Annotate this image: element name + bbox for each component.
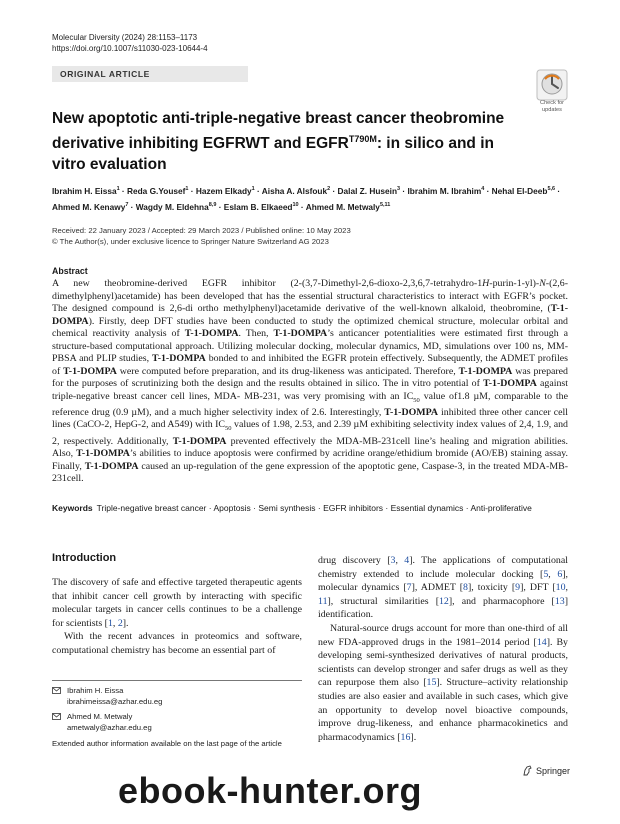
citation-link[interactable]: 12 [438, 595, 449, 607]
citation-link[interactable]: 11 [318, 595, 328, 607]
citation-link[interactable]: 1 [107, 617, 113, 629]
author-name[interactable]: Nehal El-Deeb$^{5,6}$ [491, 185, 556, 196]
contact-name: Ibrahim H. Eissa [67, 686, 124, 695]
author-separator: · [254, 185, 262, 196]
keywords [52, 502, 568, 515]
date-history: Received: 22 January 2023 / Accepted: 29 March 2023 / Published online: 10 May 2023 [52, 226, 351, 235]
abstract-heading: Abstract [52, 266, 88, 276]
author-separator: · [400, 185, 408, 196]
article-title: New apoptotic anti-triple-negative breast cancer theobromine derivative inhibiting EGFRWT and $EGFR^{T790M}$: in silico and in vitro evaluation [52, 110, 505, 174]
author-affiliation: 1 [251, 186, 255, 192]
citation-link[interactable]: 13 [554, 595, 565, 607]
citation-link[interactable]: 16 [400, 731, 411, 743]
author-name[interactable]: Aisha A. Alsfouk$^2$ [261, 185, 331, 196]
contact-email[interactable]: ibrahimeissa@azhar.edu.eg [67, 696, 163, 706]
citation-link[interactable]: 8 [463, 582, 468, 594]
abstract-body: A new theobromine-derived EGFR inhibitor (2-(3,7-Dimethyl-2,6-dioxo-2,3,6,7-tetrahydro-1H-purin-1-yl)-N-(2,6-dimethylphenyl)acetamide) has been developed that has the essential structural characteristics to interact with EGFR’s pocket. The designed compound is 2,6-di ortho methylphenyl)acetamide derivative of the well-known alkaloid, theobromine, (T-1-DOMPA). Firstly, deep DFT studies have been conducted to study the optimized chemical structure, molecular orbital and chemical reactivity analysis of T-1-DOMPA. Then, T-1-DOMPA’s anticancer potentialities were estimated first through a structure-based computational approach. Utilizing molecular docking, molecular dynamics, MD, simulations over 100 ns, MM-PBSA and PLIP studies, T-1-DOMPA bonded to and inhibited the EGFR protein effectively. Subsequently, the ADMET profiles of T-1-DOMPA were computed before preparation, and its drug-likeness was anticipated. Therefore, T-1-DOMPA was prepared for the purposes of scrutinizing both the design and the results obtained in silico. The in vitro potential of T-1-DOMPA against triple-negative breast cancer cell lines, MDA- MB-231, was very promising with an $IC_{50}$ value of1.8 µM, comparable to the reference drug (0.9 µM), and a much higher selectivity index of 2.6. Interestingly, T-1-DOMPA inhibited three other cancer cell lines (CaCO-2, HepG-2, and A549) with $IC_{50}$ values of 1.98, 2.53, and 2.39 µM exhibiting selectivity index values of 2,4, 1.9, and 2, respectively. Additionally, T-1-DOMPA prevented effectively the MDA-MB-231cell line’s healing and migration abilities. Also, T-1-DOMPA’s abilities to induce apoptosis were confirmed by acridine orange/ethidium bromide (AO/EB) staining assay. Finally, T-1-DOMPA caused an up-regulation of the gene expression of the apoptotic gene, Caspase-3, in the treated MDA-MB-231cell. [52, 278, 569, 485]
author-affiliation: 10 [292, 202, 299, 209]
citation-link[interactable]: 7 [406, 582, 412, 594]
author-separator: · [128, 202, 136, 213]
footnote-divider [52, 680, 302, 681]
author-name[interactable]: Wagdy M. Eldehna$^{8,9}$ [135, 202, 217, 213]
envelope-icon [52, 687, 61, 694]
copyright-line: © The Author(s), under exclusive licence to Springer Nature Switzerland AG 2023 [52, 236, 329, 246]
publication-dates [52, 226, 351, 247]
introduction-left-column [52, 576, 302, 658]
citation-link[interactable]: 5 [543, 568, 549, 580]
author-affiliation: 4 [481, 186, 485, 192]
keywords-text: Triple-negative breast cancer · Apoptosis · Semi synthesis · EGFR inhibitors · Essential dynamics · Anti-proliferative [96, 503, 532, 513]
citation-link[interactable]: 4 [404, 555, 410, 566]
author-separator: · [298, 202, 306, 213]
author-affiliation: 7 [125, 202, 129, 209]
author-separator: · [330, 185, 338, 196]
contact-name: Ahmed M. Metwaly [67, 712, 133, 721]
springer-horse-icon [522, 765, 533, 776]
intro-paragraph-1: The discovery of safe and effective targeted therapeutic agents that inhibit cancer cell growth by interacting with specific molecular targets in cancer cells continues to be a challenge for scientists [1, 2]. [52, 577, 302, 629]
author-name[interactable]: Hazem Elkady$^1$ [195, 185, 255, 196]
citation-link[interactable]: 3 [390, 555, 396, 566]
intro-paragraph-2-cont: drug discovery [3, 4]. The applications of computational chemistry extended to include molecular docking [5, 6], molecular dynamics [7], ADMET [8], toxicity [9], DFT [10, 11], structural similarities [12], and pharmacophore [13] identification. [318, 555, 569, 621]
author-affiliation: 1 [185, 186, 189, 192]
springer-logo [522, 765, 570, 776]
contact-email[interactable]: ametwaly@azhar.edu.eg [67, 722, 152, 732]
author-affiliation: 8,9 [208, 202, 217, 209]
extended-author-info: Extended author information available on the last page of the article [52, 739, 282, 748]
journal-header [52, 32, 208, 54]
envelope-icon [52, 713, 61, 720]
author-separator: · [216, 202, 224, 213]
introduction-right-column [318, 554, 568, 744]
author-name[interactable]: Ibrahim M. Ibrahim$^4$ [407, 185, 485, 196]
author-separator: · [555, 185, 561, 196]
check-for-updates-badge[interactable] [536, 69, 568, 101]
citation-link[interactable]: 10 [555, 582, 566, 594]
author-separator: · [119, 185, 127, 196]
author-name[interactable]: Eslam B. Elkaeed$^{10}$ [223, 202, 299, 213]
citation-link[interactable]: 14 [536, 636, 547, 648]
article-type-tag: ORIGINAL ARTICLE [52, 66, 248, 82]
citation-link[interactable]: 9 [515, 582, 521, 594]
author-affiliation: 1 [116, 186, 120, 192]
intro-paragraph-2: With the recent advances in proteomics and software, computational chemistry has become an essential part of [52, 631, 302, 656]
author-affiliation: 5,11 [379, 202, 391, 209]
author-name[interactable]: Dalal Z. Husein$^3$ [337, 185, 401, 196]
author-list [52, 182, 572, 215]
check-updates-icon [536, 69, 568, 101]
check-updates-label: Check for updates [540, 100, 564, 113]
author-affiliation: 2 [327, 186, 331, 192]
doi-link[interactable]: https://doi.org/10.1007/s11030-023-10644-4 [52, 44, 208, 53]
publisher-name: Springer [536, 765, 571, 776]
author-affiliation: 3 [397, 186, 401, 192]
citation-link[interactable]: 2 [117, 617, 123, 629]
citation-link[interactable]: 6 [557, 568, 563, 580]
citation-link[interactable]: 15 [426, 677, 437, 689]
author-name[interactable]: Ahmed M. Metwaly$^{5,11}$ [305, 202, 391, 213]
author-name[interactable]: Ibrahim H. Eissa$^1$ [52, 185, 120, 196]
author-separator: · [188, 185, 196, 196]
intro-paragraph-3: Natural-source drugs account for more than one-third of all new FDA-approved drugs in the 1981–2014 period [14]. By developing semi-synthesized derivatives of natural products, scientists can develop stronger and safer drugs as well as they can repurpose them also [15]. Structure–activity relationship studies are also easier and available in such cases, which give an opportunity to develop novel bioactive compounds, improve drug-likeness, and enhance pharmacokinetics and pharmacodynamics [16]. [318, 622, 568, 743]
author-separator: · [484, 185, 492, 196]
author-name[interactable]: Reda G.Yousef$^1$ [127, 185, 189, 196]
keywords-label: Keywords [52, 503, 93, 513]
introduction-heading: Introduction [52, 552, 117, 564]
journal-citation: Molecular Diversity (2024) 28:1153–1173 [52, 33, 198, 42]
author-name[interactable]: Ahmed M. Kenawy$^7$ [52, 202, 129, 213]
watermark: ebook-hunter.org [118, 770, 422, 811]
author-affiliation: 5,6 [547, 186, 556, 192]
